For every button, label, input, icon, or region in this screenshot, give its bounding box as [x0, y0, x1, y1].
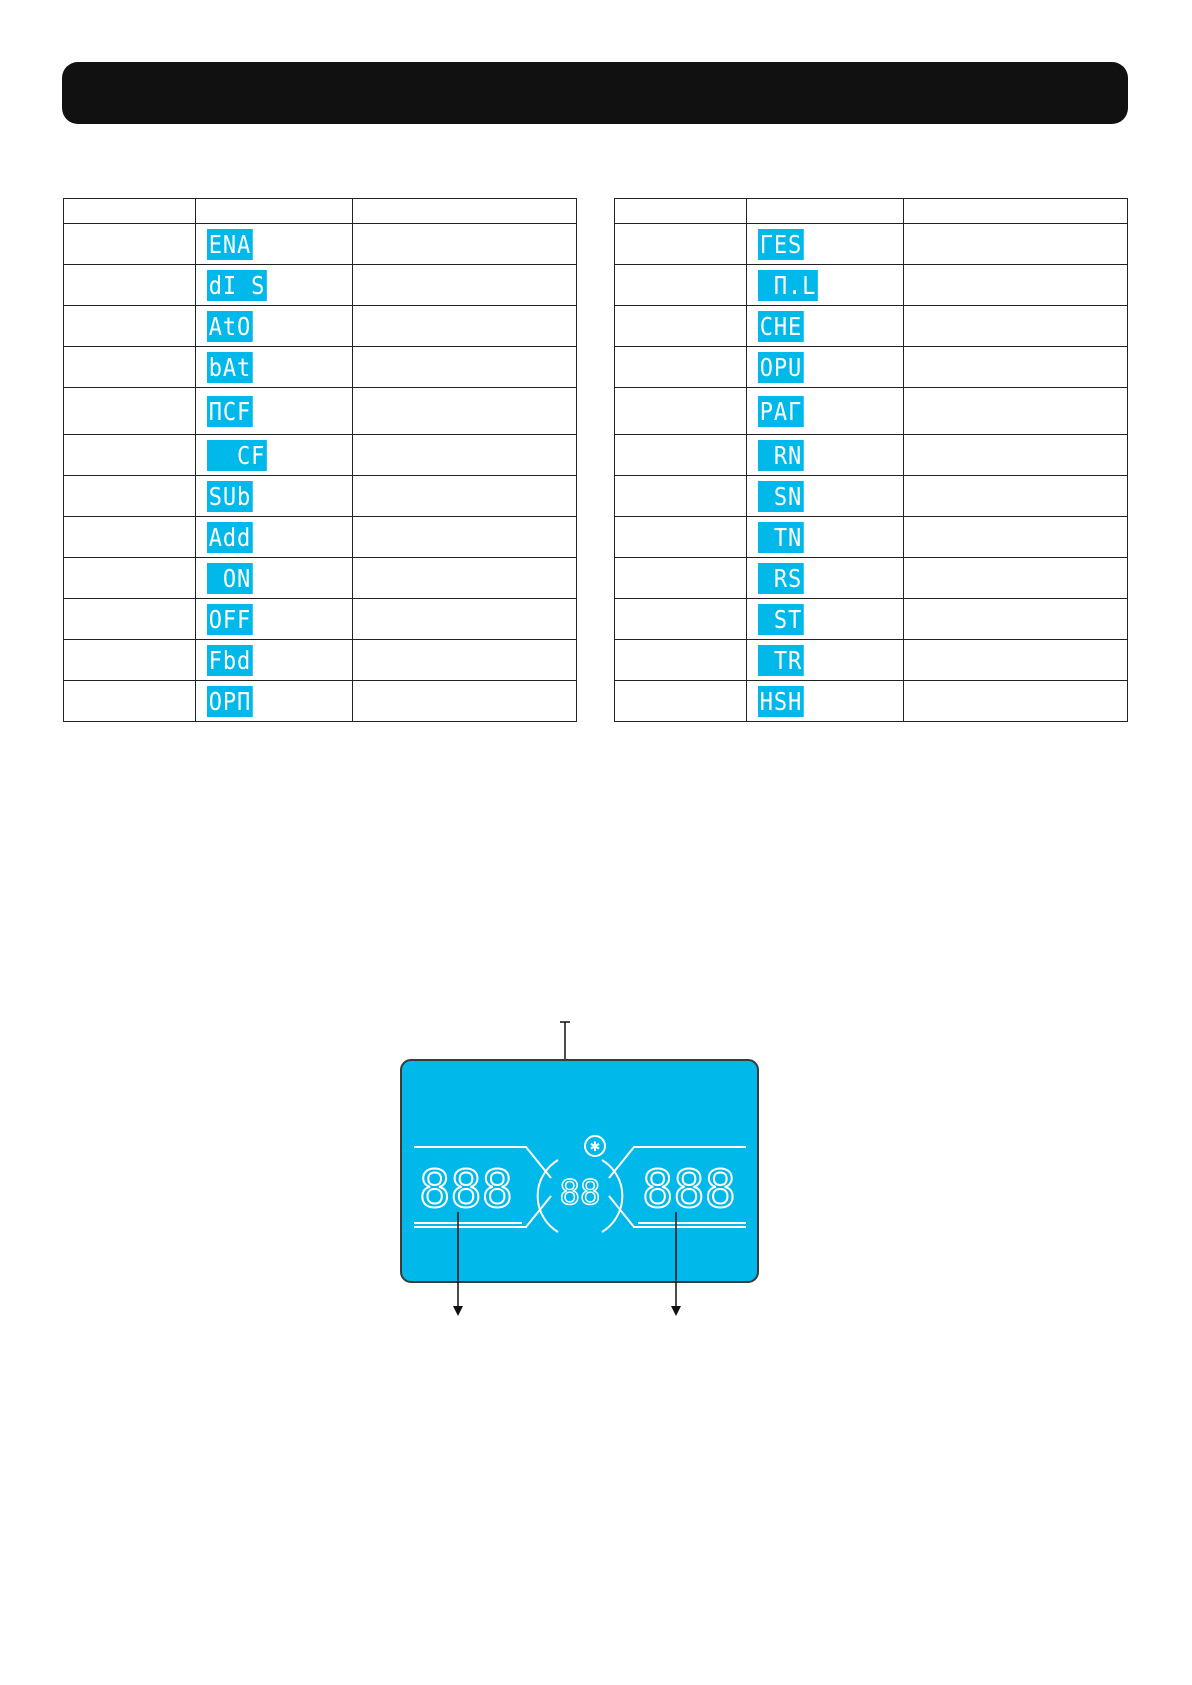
lcd-code: RS	[759, 563, 803, 593]
center-digits: 88	[559, 1173, 601, 1213]
table-row	[64, 681, 577, 722]
left-code-table	[63, 198, 577, 722]
table-row	[64, 306, 577, 347]
lcd-code: ST	[759, 604, 803, 634]
lcd-code: AtO	[208, 311, 252, 341]
table-row	[64, 517, 577, 558]
table-row	[64, 224, 577, 265]
lcd-code: CF	[208, 440, 266, 470]
lcd-code: ΓES	[759, 229, 803, 259]
table-row	[64, 640, 577, 681]
table-row	[615, 265, 1128, 306]
table-row	[64, 599, 577, 640]
table-row	[615, 347, 1128, 388]
lcd-code: OPU	[759, 352, 803, 382]
lcd-code: bAt	[208, 352, 252, 382]
table-row	[615, 435, 1128, 476]
table-row	[64, 435, 577, 476]
table-row	[615, 599, 1128, 640]
table-row	[64, 265, 577, 306]
table-row	[64, 476, 577, 517]
lcd-code: Fbd	[208, 645, 252, 675]
lcd-code: TR	[759, 645, 803, 675]
right-digits: 888	[642, 1160, 736, 1220]
table-row	[615, 517, 1128, 558]
lcd-code: CHE	[759, 311, 803, 341]
table-row	[615, 476, 1128, 517]
lcd-code: ПCF	[208, 396, 252, 426]
lcd-code: RN	[759, 440, 803, 470]
lcd-code: HSH	[759, 686, 803, 716]
lcd-code: OFF	[208, 604, 252, 634]
lcd-code: Add	[208, 522, 252, 552]
right-code-table	[614, 198, 1128, 722]
lcd-code: dI S	[208, 270, 266, 300]
lcd-code: OPП	[208, 686, 252, 716]
svg-text:✱: ✱	[589, 1140, 601, 1155]
table-row	[615, 558, 1128, 599]
table-header-row	[64, 199, 577, 224]
lcd-code: TN	[759, 522, 803, 552]
lcd-code: ON	[208, 563, 252, 593]
table-row	[615, 681, 1128, 722]
right-arrow-head	[671, 1306, 681, 1316]
table-row	[64, 347, 577, 388]
section-header-bar	[62, 62, 1128, 124]
lcd-code: П.L	[759, 270, 817, 300]
table-row	[615, 640, 1128, 681]
table-row	[615, 224, 1128, 265]
lcd-code: ENA	[208, 229, 252, 259]
table-row	[64, 558, 577, 599]
lcd-code: SN	[759, 481, 803, 511]
table-row	[615, 388, 1128, 435]
left-arrow-head	[453, 1306, 463, 1316]
lcd-display-diagram	[386, 982, 773, 1322]
left-digits: 888	[419, 1160, 513, 1220]
table-row	[615, 306, 1128, 347]
lcd-code: PAΓ	[759, 396, 803, 426]
lcd-code: SUb	[208, 481, 252, 511]
table-header-row	[615, 199, 1128, 224]
table-row	[64, 388, 577, 435]
